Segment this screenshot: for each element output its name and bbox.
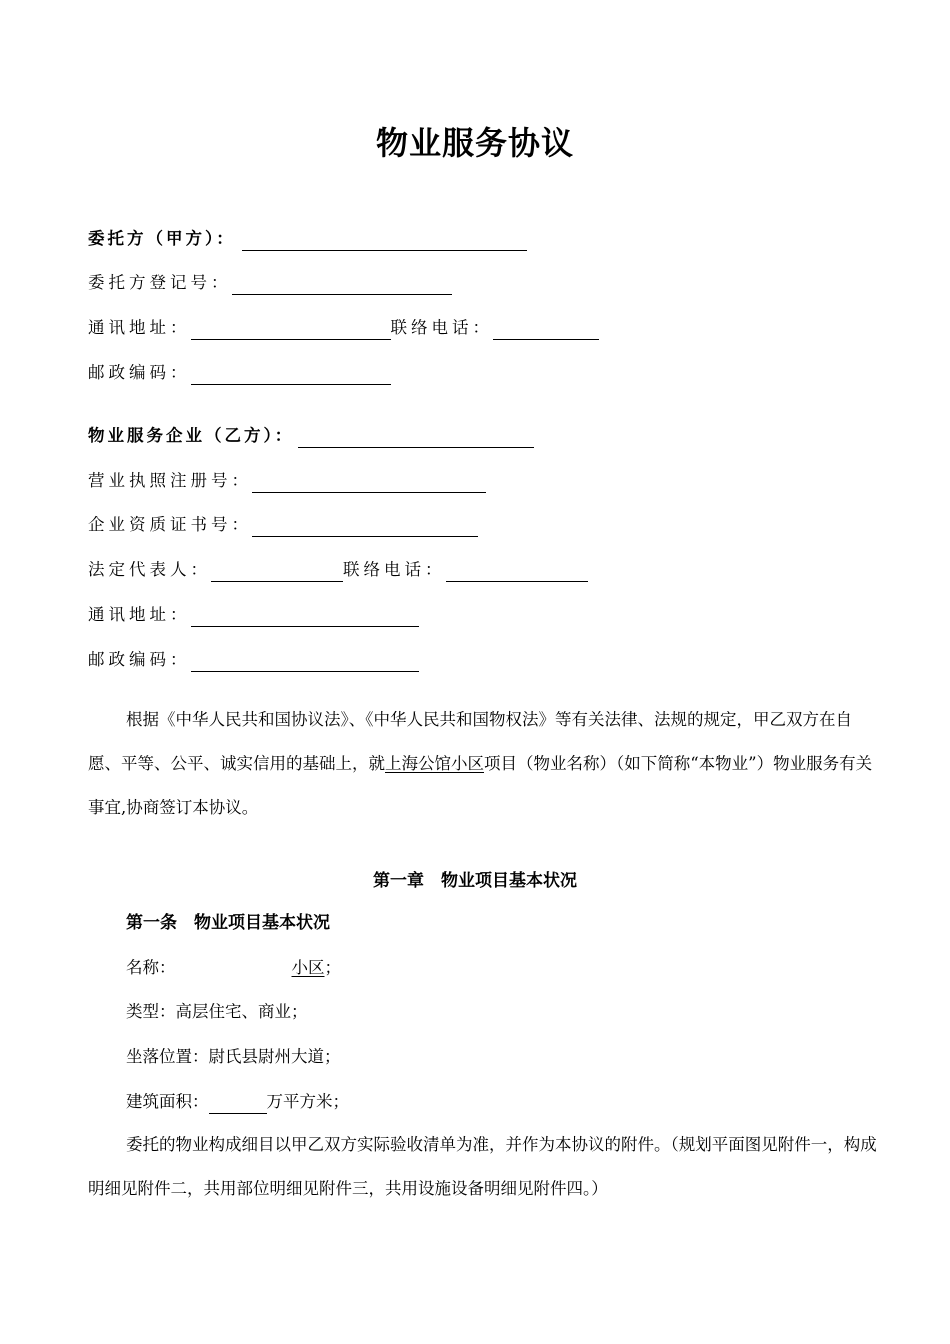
area-label: 建筑面积：	[126, 1092, 209, 1111]
party-b-postal-label: 邮政编码：	[88, 650, 191, 669]
preamble-part1: 根据《中华人民共和国协议法》、《中华人民共和国物权法》等有关法律、法规的规定，甲乙双方在自愿、平等、公平、诚实信用的基础上，就	[88, 710, 852, 773]
party-b-qualification-blank	[252, 518, 478, 537]
party-b-name-blank	[298, 429, 534, 448]
preamble-part2: 项目（物业名称）（如下简称“本物业”）物业服务有关事宜,协商签订本协议。	[88, 754, 873, 817]
party-a-address-blank	[191, 321, 391, 340]
party-b-qualification-row	[88, 513, 478, 537]
party-b-qualification-label: 企业资质证书号：	[88, 515, 252, 534]
article-1-heading: 第一条 物业项目基本状况	[126, 913, 330, 933]
party-b-address-blank	[191, 608, 419, 627]
chapter-1-heading: 第一章 物业项目基本状况	[373, 871, 577, 891]
party-b-postal-blank	[191, 653, 419, 672]
party-a-phone-blank	[493, 321, 599, 340]
party-b-phone-blank	[446, 563, 588, 582]
article-1-area-row	[126, 1090, 349, 1114]
article-1-note: 委托的物业构成细目以甲乙双方实际验收清单为准，并作为本协议的附件。（规划平面图见附件一，构成明细见附件二，共用部位明细见附件三，共用设施设备明细见附件四。）	[88, 1135, 877, 1198]
preamble-paragraph	[88, 698, 878, 830]
party-b-heading: 物业服务企业（乙方）：	[88, 426, 295, 445]
party-a-address-label: 通讯地址：	[88, 318, 191, 337]
party-a-postal-blank	[191, 366, 391, 385]
party-b-phone-label: 联络电话：	[343, 560, 446, 579]
party-b-postal-row	[88, 648, 419, 672]
party-b-license-label: 营业执照注册号：	[88, 471, 252, 490]
party-b-heading-row	[88, 424, 534, 448]
party-a-address-row	[88, 316, 599, 340]
article-1-location: 坐落位置：尉氏县尉州大道；	[126, 1047, 341, 1066]
party-a-heading: 委托方（甲方）：	[88, 229, 236, 248]
name-end: ；	[324, 958, 341, 977]
party-a-postal-label: 邮政编码：	[88, 363, 191, 382]
project-name: 上海公馆小区	[385, 754, 484, 773]
article-1-name-row	[126, 956, 341, 980]
document-title: 物业服务协议	[375, 124, 574, 162]
party-a-name-blank	[242, 232, 527, 251]
party-a-reg-label: 委托方登记号：	[88, 273, 232, 292]
party-b-legal-rep-blank	[211, 563, 343, 582]
party-a-reg-row	[88, 271, 452, 295]
party-b-legal-rep-row	[88, 558, 588, 582]
party-b-license-blank	[252, 474, 486, 493]
article-1-type: 类型：高层住宅、商业；	[126, 1002, 308, 1021]
party-b-legal-rep-label: 法定代表人：	[88, 560, 211, 579]
party-a-phone-label: 联络电话：	[390, 318, 493, 337]
area-unit: 万平方米；	[266, 1092, 349, 1111]
party-b-address-row	[88, 603, 419, 627]
party-b-license-row	[88, 469, 486, 493]
name-label: 名称：	[126, 958, 176, 977]
name-value: 小区	[291, 958, 325, 977]
area-blank	[209, 1095, 267, 1114]
party-a-postal-row	[88, 361, 391, 385]
party-a-heading-row	[88, 227, 527, 251]
party-b-address-label: 通讯地址：	[88, 605, 191, 624]
party-a-reg-blank	[232, 276, 452, 295]
